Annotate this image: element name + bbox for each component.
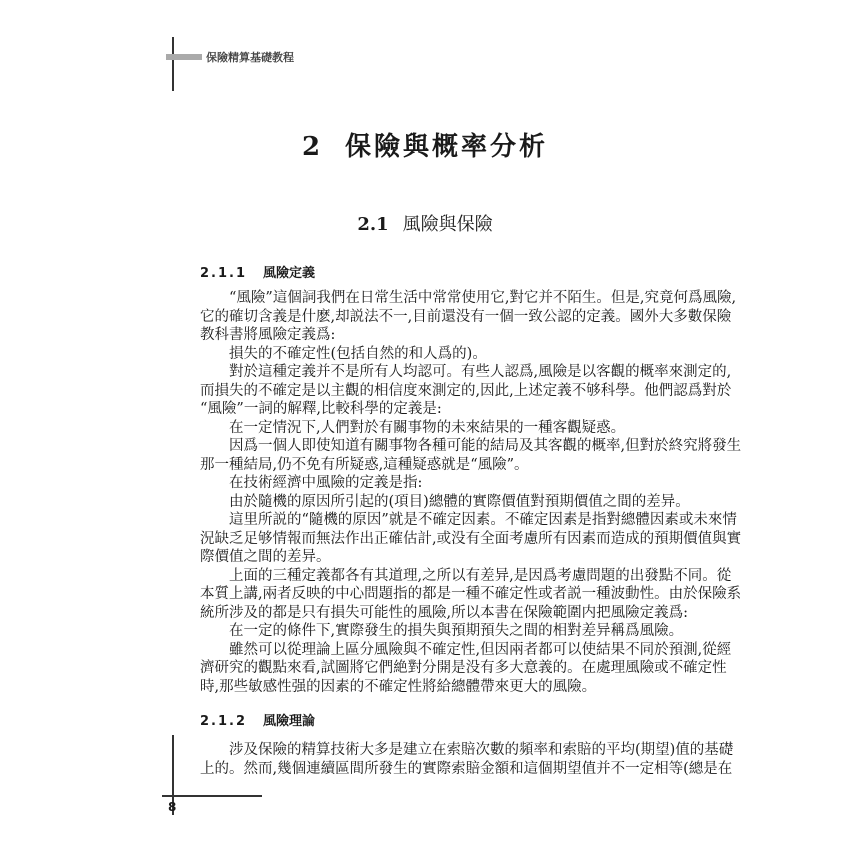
body-text — [200, 741, 734, 778]
header-rule — [172, 37, 174, 91]
chapter-title — [0, 126, 850, 163]
section-heading — [0, 210, 850, 236]
text-line: 雖然可以從理論上區分風險與不確定性,但因兩者都可以使結果不同於預測,從經 — [229, 641, 732, 658]
footer-horizontal-rule — [162, 795, 262, 797]
page-number: 8 — [168, 800, 177, 814]
text-line: 時,那些敏感性强的因素的不確定性將給總體帶來更大的風險。 — [200, 678, 597, 695]
subsection-heading — [200, 710, 315, 729]
subsection-number: 2.1.1 — [200, 266, 248, 281]
body-text — [200, 289, 742, 696]
chapter-number: 2 — [301, 132, 324, 162]
text-line: 在技術經濟中風險的定義是指: — [229, 475, 423, 491]
text-line: 統所涉及的都是只有損失可能性的風險,所以本書在保險範圍内把風險定義爲: — [200, 604, 688, 621]
text-line: 本質上講,兩者反映的中心問題指的都是一種不確定性或者説一種波動性。由於保險系 — [200, 586, 742, 602]
running-header: 保險精算基礎教程 — [206, 51, 294, 64]
text-line: 這里所説的“隨機的原因”就是不確定因素。不確定因素是指對總體因素或未來情 — [229, 512, 737, 528]
text-line: 際價值之間的差异。 — [200, 549, 331, 565]
section-title: 風險與保險 — [402, 214, 493, 235]
text-line: 上的。然而,幾個連續區間所發生的實際索賠金額和這個期望值并不一定相等(總是在 — [200, 760, 733, 777]
text-line: 由於隨機的原因所引起的(項目)總體的實際價值對預期價值之間的差异。 — [229, 493, 690, 510]
text-line: 而損失的不確定是以主觀的相信度來測定的,因此,上述定義不够科學。他們認爲對於 — [200, 382, 732, 399]
header-bar — [166, 54, 202, 60]
text-line: 那一種結局,仍不免有所疑惑,這種疑惑就是“風險”。 — [200, 456, 529, 473]
text-line: 在一定的條件下,實際發生的損失與預期預失之間的相對差异稱爲風險。 — [229, 623, 684, 639]
text-line: “風險”這個詞我們在日常生活中常常使用它,對它并不陌生。但是,究竟何爲風險, — [229, 290, 737, 306]
text-line: “風險”一詞的解釋,比較科學的定義是: — [200, 401, 442, 417]
text-line: 對於這種定義并不是所有人均認可。有些人認爲,風險是以客觀的概率來測定的, — [229, 364, 732, 380]
subsection-title: 風險理論 — [263, 714, 316, 729]
text-line: 教科書將風險定義爲: — [200, 327, 336, 343]
subsection-number: 2.1.2 — [200, 714, 248, 729]
text-line: 上面的三種定義都各有其道理,之所以有差异,是因爲考慮問題的出發點不同。從 — [229, 567, 732, 584]
text-line: 在一定情況下,人們對於有關事物的未來結果的一種客觀疑惑。 — [229, 419, 626, 436]
text-line: 況缺乏足够情報而無法作出正確估計,或没有全面考慮所有因素而造成的預期價值與實 — [200, 530, 742, 547]
subsection-heading — [200, 262, 315, 281]
text-line: 它的確切含義是什麽,却説法不一,目前還没有一個一致公認的定義。國外大多數保險 — [200, 308, 732, 325]
text-line: 濟研究的觀點來看,試圖將它們絶對分開是没有多大意義的。在處理風險或不確定性 — [200, 660, 727, 676]
text-line: 涉及保險的精算技術大多是建立在索賠次數的頻率和索賠的平均(期望)值的基礎 — [229, 742, 734, 758]
text-line: 因爲一個人即使知道有關事物各種可能的結局及其客觀的概率,但對於終究將發生 — [229, 438, 742, 454]
subsection-title: 風險定義 — [263, 266, 316, 281]
chapter-title-text: 保險與概率分析 — [345, 132, 549, 162]
section-number: 2.1 — [357, 214, 389, 235]
text-line: 損失的不確定性(包括自然的和人爲的)。 — [229, 345, 487, 362]
